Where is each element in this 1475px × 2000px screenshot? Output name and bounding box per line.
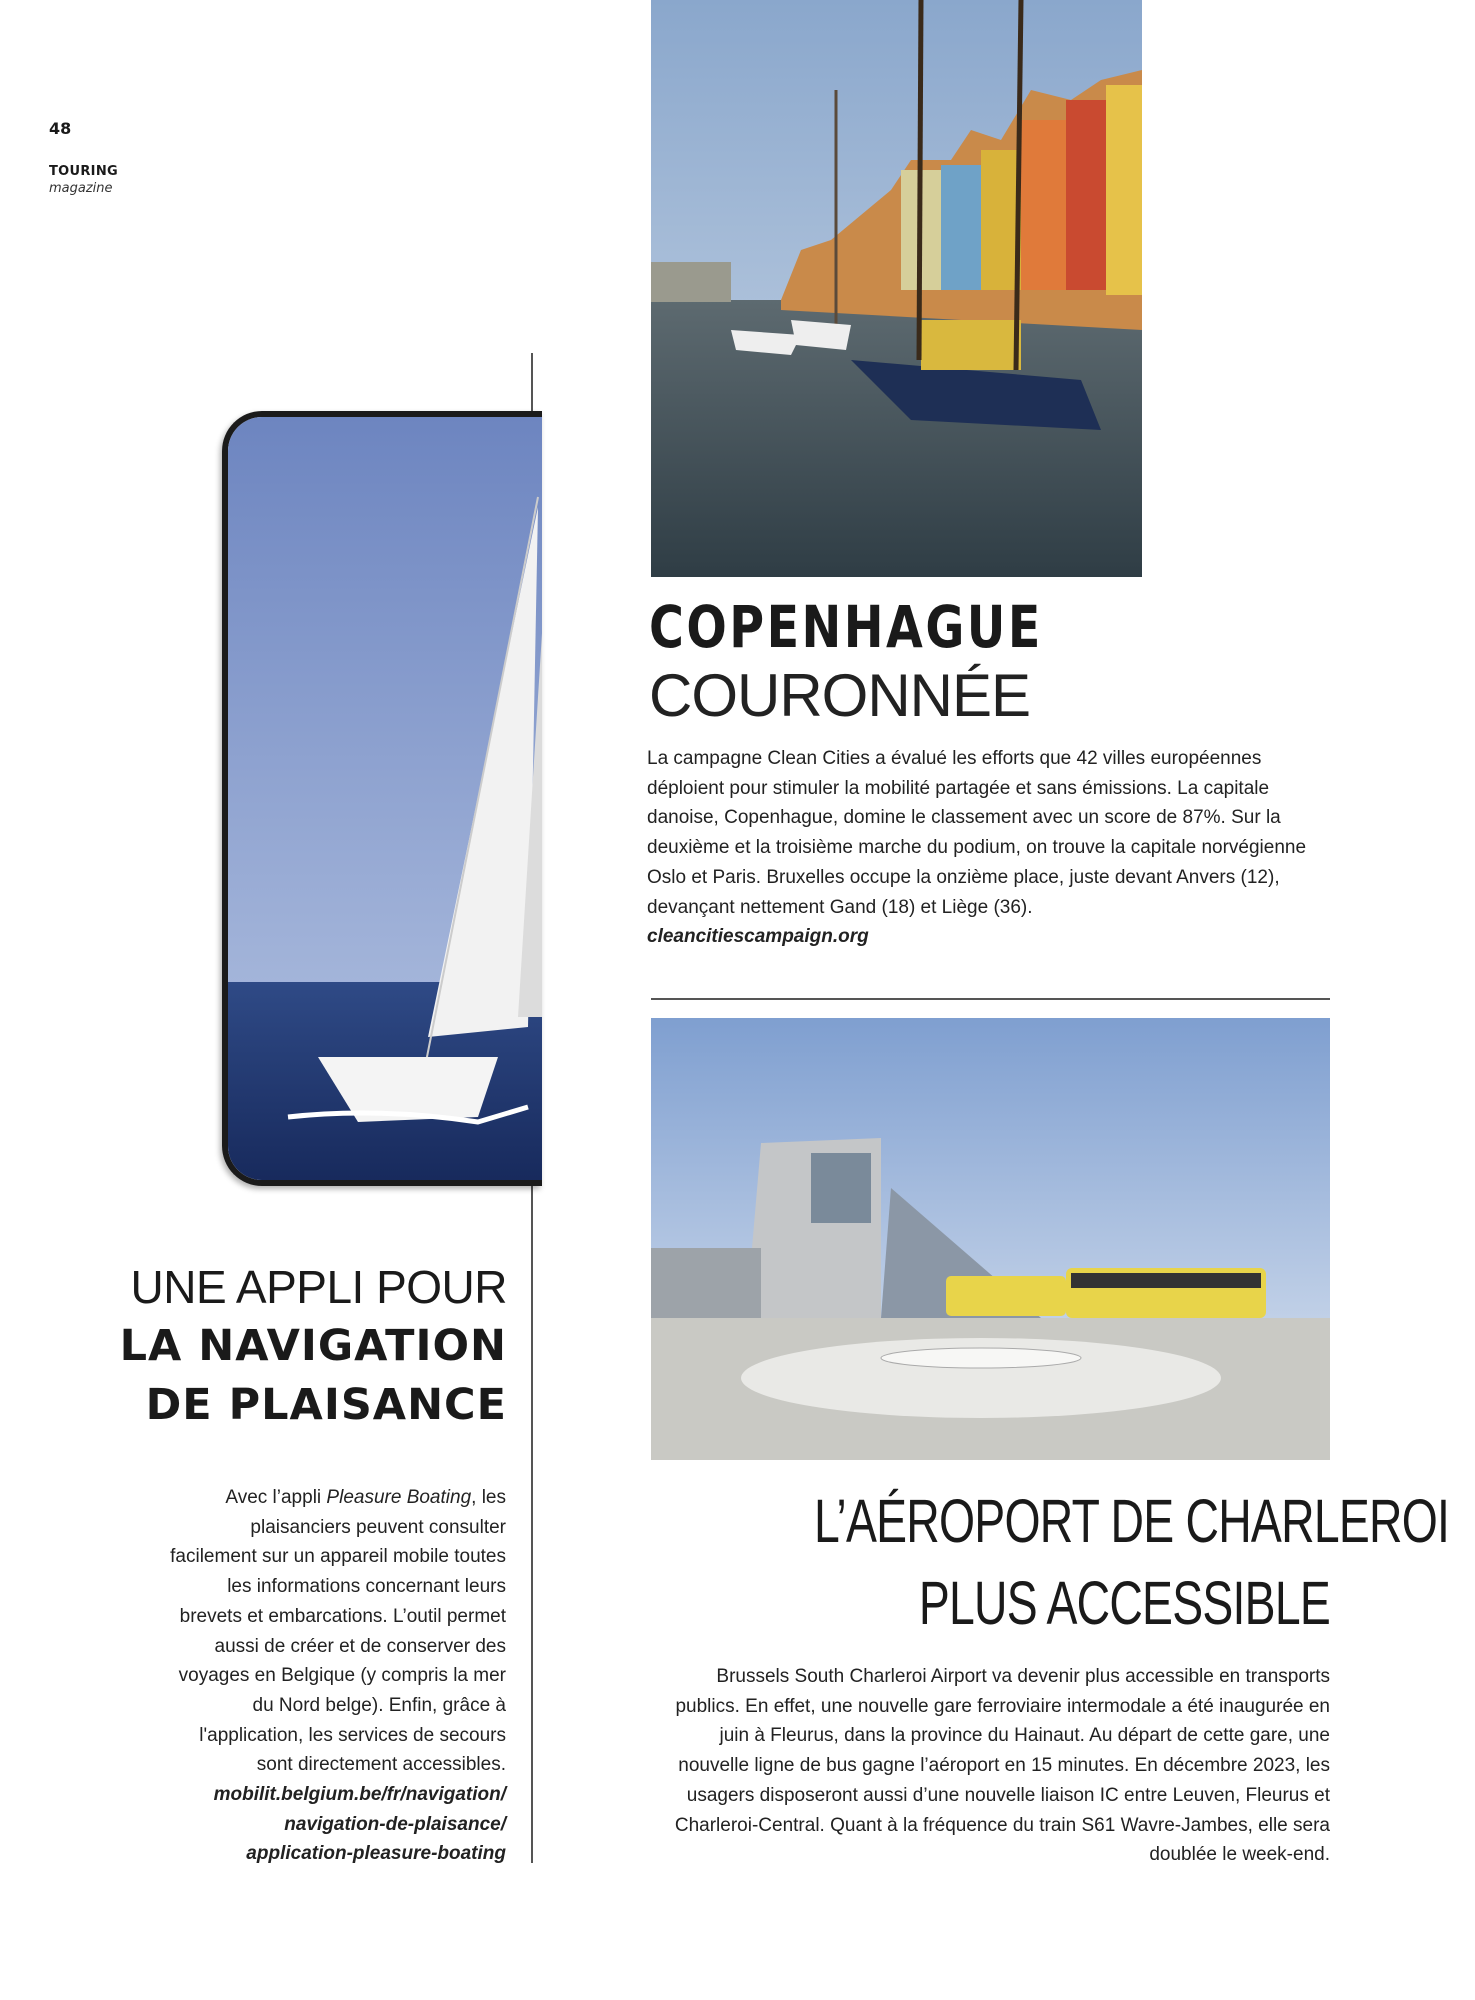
copenhague-title: COPENHAGUE	[649, 593, 1043, 661]
charleroi-title-1: L’AÉROPORT DE CHARLEROI	[813, 1487, 1450, 1555]
appli-article	[166, 1483, 506, 1869]
magazine-brand-title: TOURING	[49, 164, 118, 179]
charleroi-body: Brussels South Charleroi Airport va devenir plus accessible en transports publics. En effet, une nouvelle gare ferroviaire intermodale a été inaugurée en juin à Fleurus, dans la province du Hainaut. Au départ de cette gare, une nouvelle ligne de bus gagne l’aéroport en 15 minutes. En décembre 2023, les usagers disposeront aussi d’une nouvelle liaison IC entre Leuven, Fleurus et Charleroi-Central. Quant à la fréquence du train S61 Wavre-Jambes, elle sera doublée le week-end.	[674, 1666, 1330, 1866]
appli-body-start: Avec l’appli	[225, 1487, 327, 1508]
charleroi-heading	[651, 1480, 1450, 1644]
charleroi-title-2: PLUS ACCESSIBLE	[918, 1569, 1330, 1637]
appli-link-3[interactable]: application-pleasure-boating	[246, 1843, 506, 1865]
copenhague-article	[647, 744, 1337, 952]
smartphone-sailboat-image	[222, 411, 542, 1186]
copenhague-body: La campagne Clean Cities a évalué les efforts que 42 villes européennes déploient pour stimuler la mobilité partagée et sans émissions. La capitale danoise, Copenhague, domine le classement avec un score de 87%. Sur la deuxième et la troisième marche du podium, on trouve la capitale norvégienne Oslo et Paris. Bruxelles occupe la onzième place, juste devant Anvers (12), devançant nettement Gand (18) et Liège (36).	[647, 748, 1307, 918]
magazine-brand-subtitle: magazine	[49, 181, 113, 196]
appli-title-light: UNE APPLI POUR	[130, 1261, 507, 1313]
appli-title-bold-1: LA NAVIGATION	[119, 1321, 507, 1371]
appli-app-name: Pleasure Boating	[326, 1487, 472, 1508]
copenhague-subtitle: COURONNÉE	[649, 662, 1031, 729]
appli-body-end: , les plaisanciers peuvent consulter facilement sur un appareil mobile toutes les informations concernant leurs brevets et embarcations. L’outil permet aussi de créer et de conserver des voyages en Belgique (y compris la mer du Nord belge). Enfin, grâce à l'application, les services de secours sont directement accessibles.	[170, 1487, 506, 1776]
page-number: 48	[49, 119, 72, 138]
section-divider	[651, 998, 1330, 1000]
appli-link-2[interactable]: navigation-de-plaisance/	[284, 1813, 506, 1835]
appli-heading	[120, 1258, 507, 1435]
appli-link-1[interactable]: mobilit.belgium.be/fr/navigation/	[213, 1784, 506, 1806]
appli-title-bold-2: DE PLAISANCE	[145, 1380, 507, 1430]
nyhavn-harbour-photo	[651, 0, 1142, 577]
copenhague-link[interactable]: cleancitiescampaign.org	[647, 926, 869, 948]
charleroi-station-photo	[651, 1018, 1330, 1460]
